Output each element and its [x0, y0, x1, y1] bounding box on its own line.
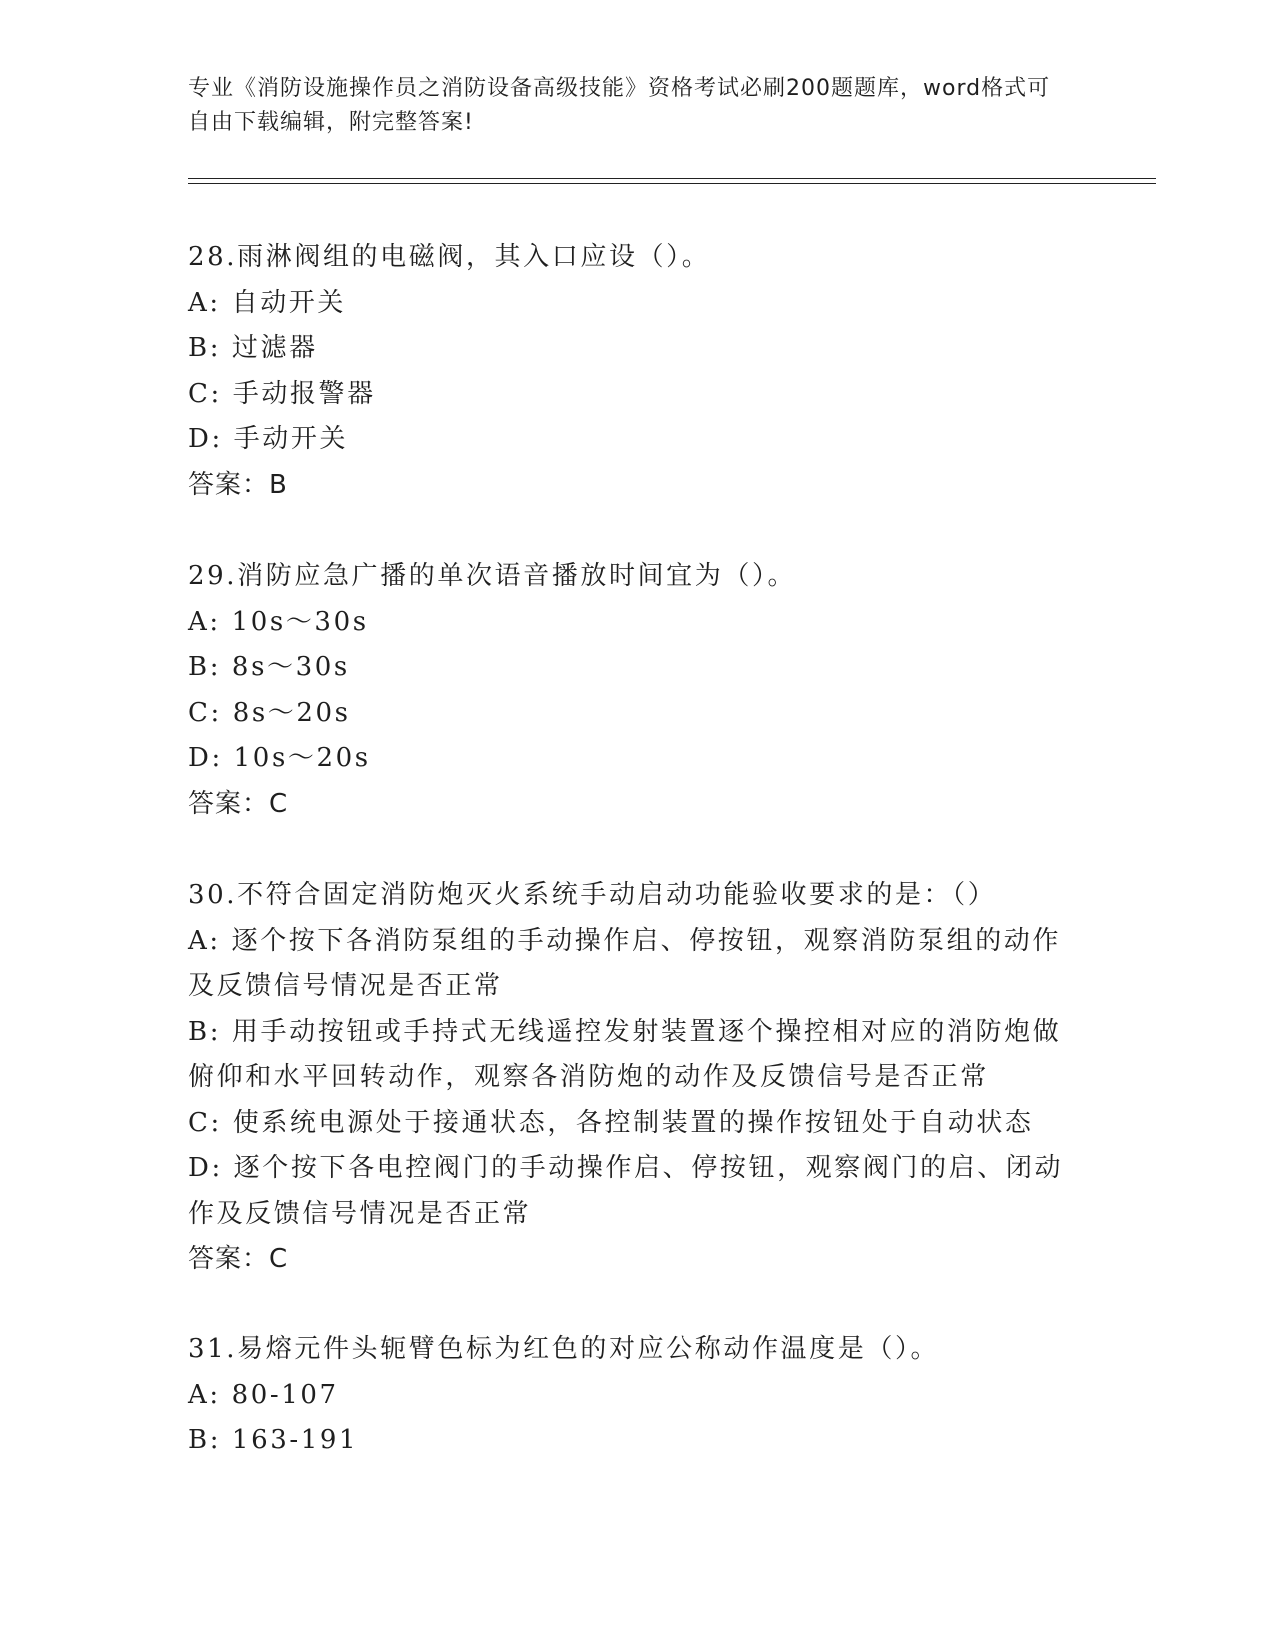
option-b: B: 过滤器 [188, 333, 318, 363]
option-b: B: 用手动按钮或手持式无线遥控发射装置逐个操控相对应的消防炮做俯仰和水平回转动作，观察各消防炮的动作及反馈信号是否正常 [188, 1016, 1062, 1092]
question-stem: 30.不符合固定消防炮灭火系统手动启动功能验收要求的是：（） [188, 880, 997, 910]
option-a: A: 自动开关 [188, 287, 347, 318]
option-a: A: 逐个按下各消防泵组的手动操作启、停按钮，观察消防泵组的动作及反馈信号情况是否正常 [188, 925, 1062, 1001]
option-d: D: 逐个按下各电控阀门的手动操作启、停按钮，观察阀门的启、闭动作及反馈信号情况是否正常 [188, 1153, 1064, 1229]
option-a: A: 10s～30s [188, 606, 369, 637]
option-d: D: 手动开关 [188, 424, 349, 454]
question-31 [188, 1327, 1088, 1464]
option-a: A: 80-107 [188, 1379, 339, 1410]
header-rule-bottom [188, 183, 1156, 184]
option-b: B: 8s～30s [188, 652, 350, 682]
option-c: C: 8s～20s [188, 697, 351, 728]
option-c: C: 手动报警器 [188, 378, 376, 409]
document-header: 专业《消防设施操作员之消防设备高级技能》资格考试必刷200题题库，word格式可自由下载编辑，附完整答案! [188, 76, 1051, 135]
option-b: B: 163-191 [188, 1425, 359, 1455]
option-d: D: 10s～20s [188, 743, 371, 773]
answer-label: 答案：B [188, 469, 288, 500]
question-stem: 31.易熔元件头轭臂色标为红色的对应公称动作温度是（）。 [188, 1334, 940, 1364]
question-stem: 29.消防应急广播的单次语音播放时间宜为（）。 [188, 561, 797, 591]
answer-label: 答案：C [188, 1244, 289, 1274]
header-rule-top [188, 178, 1156, 179]
option-c: C: 使系统电源处于接通状态，各控制装置的操作按钮处于自动状态 [188, 1107, 1034, 1138]
question-stem: 28.雨淋阀组的电磁阀，其入口应设（）。 [188, 242, 711, 272]
question-28 [188, 235, 1088, 508]
question-30 [188, 873, 1088, 1283]
answer-label: 答案：C [188, 788, 289, 819]
question-29 [188, 554, 1088, 827]
